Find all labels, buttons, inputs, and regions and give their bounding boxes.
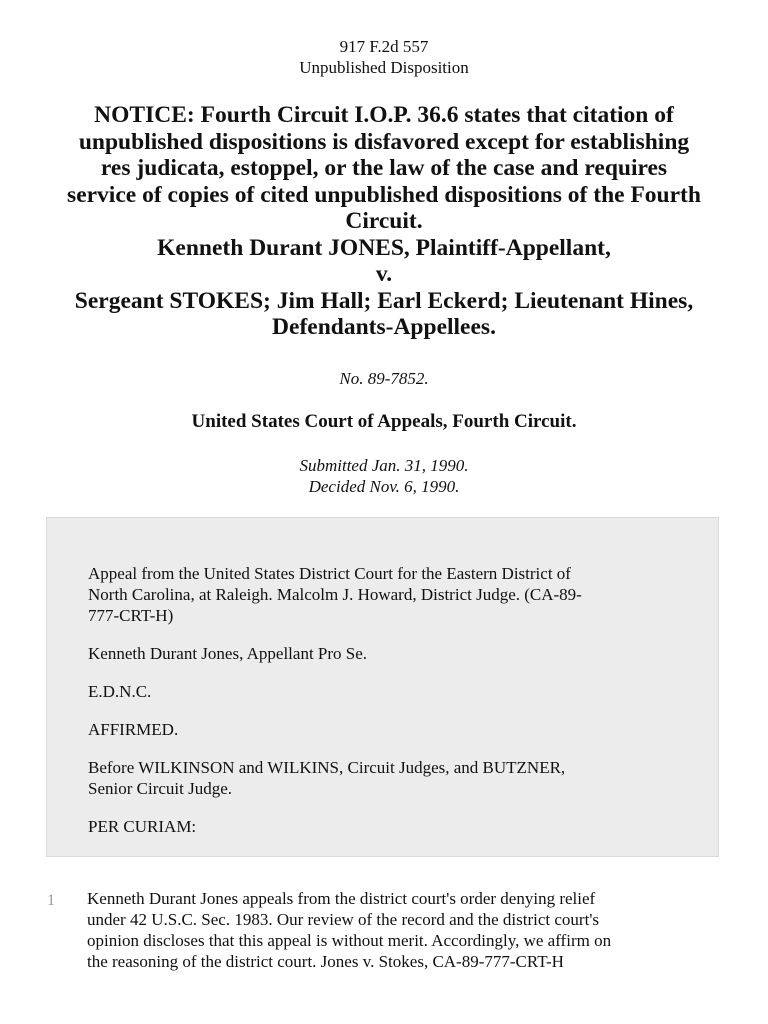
- panel-line: Senior Circuit Judge.: [88, 779, 233, 798]
- notice-line: res judicata, estoppel, or the law of the case and requires: [100, 155, 668, 181]
- notice-line: Circuit.: [345, 208, 423, 234]
- submitted-date: Submitted Jan. 31, 1990.: [299, 456, 469, 475]
- paragraph-line: Kenneth Durant Jones appeals from the district court's order denying relief: [87, 889, 596, 908]
- versus-line: v.: [375, 261, 393, 287]
- disposition-paragraph: AFFIRMED.: [88, 720, 179, 739]
- citation-header: [0, 36, 768, 78]
- paragraph-number: 1: [47, 892, 55, 909]
- appeal-line: Appeal from the United States District Court for the Eastern District of: [88, 564, 571, 583]
- plaintiff-line: Kenneth Durant JONES, Plaintiff-Appellant,: [157, 234, 611, 261]
- notice-line: service of copies of cited unpublished dispositions of the Fourth: [67, 181, 701, 208]
- district-paragraph: E.D.N.C.: [88, 682, 152, 701]
- appeal-line: 777-CRT-H): [88, 606, 174, 625]
- defendants-line: Sergeant STOKES; Jim Hall; Earl Eckerd; Lieutenant Hines,: [74, 287, 694, 314]
- notice-line: NOTICE: Fourth Circuit I.O.P. 36.6 states that citation of: [94, 102, 674, 128]
- notice-and-caption: [40, 102, 728, 341]
- case-summary-box: [46, 517, 719, 857]
- per-curiam-label: PER CURIAM:: [88, 817, 197, 836]
- docket-number: No. 89-7852.: [339, 369, 429, 388]
- panel-line: Before WILKINSON and WILKINS, Circuit Judges, and BUTZNER,: [88, 758, 566, 777]
- case-dates: [0, 455, 768, 497]
- defendants-role-line: Defendants-Appellees.: [272, 314, 496, 340]
- disposition-label: Unpublished Disposition: [299, 58, 469, 77]
- reporter-citation: 917 F.2d 557: [339, 37, 429, 56]
- counsel-paragraph: Kenneth Durant Jones, Appellant Pro Se.: [88, 644, 368, 663]
- paragraph-line: the reasoning of the district court. Jones v. Stokes, CA-89-777-CRT-H: [87, 952, 564, 971]
- paragraph-text: [87, 888, 727, 972]
- decided-date: Decided Nov. 6, 1990.: [308, 477, 460, 496]
- paragraph-line: under 42 U.S.C. Sec. 1983. Our review of the record and the district court's: [87, 910, 599, 929]
- court-name: United States Court of Appeals, Fourth Circuit.: [191, 411, 577, 432]
- notice-line: unpublished dispositions is disfavored except for establishing: [78, 128, 690, 155]
- paragraph-line: opinion discloses that this appeal is without merit. Accordingly, we affirm on: [87, 931, 612, 950]
- appeal-line: North Carolina, at Raleigh. Malcolm J. Howard, District Judge. (CA-89-: [88, 585, 582, 604]
